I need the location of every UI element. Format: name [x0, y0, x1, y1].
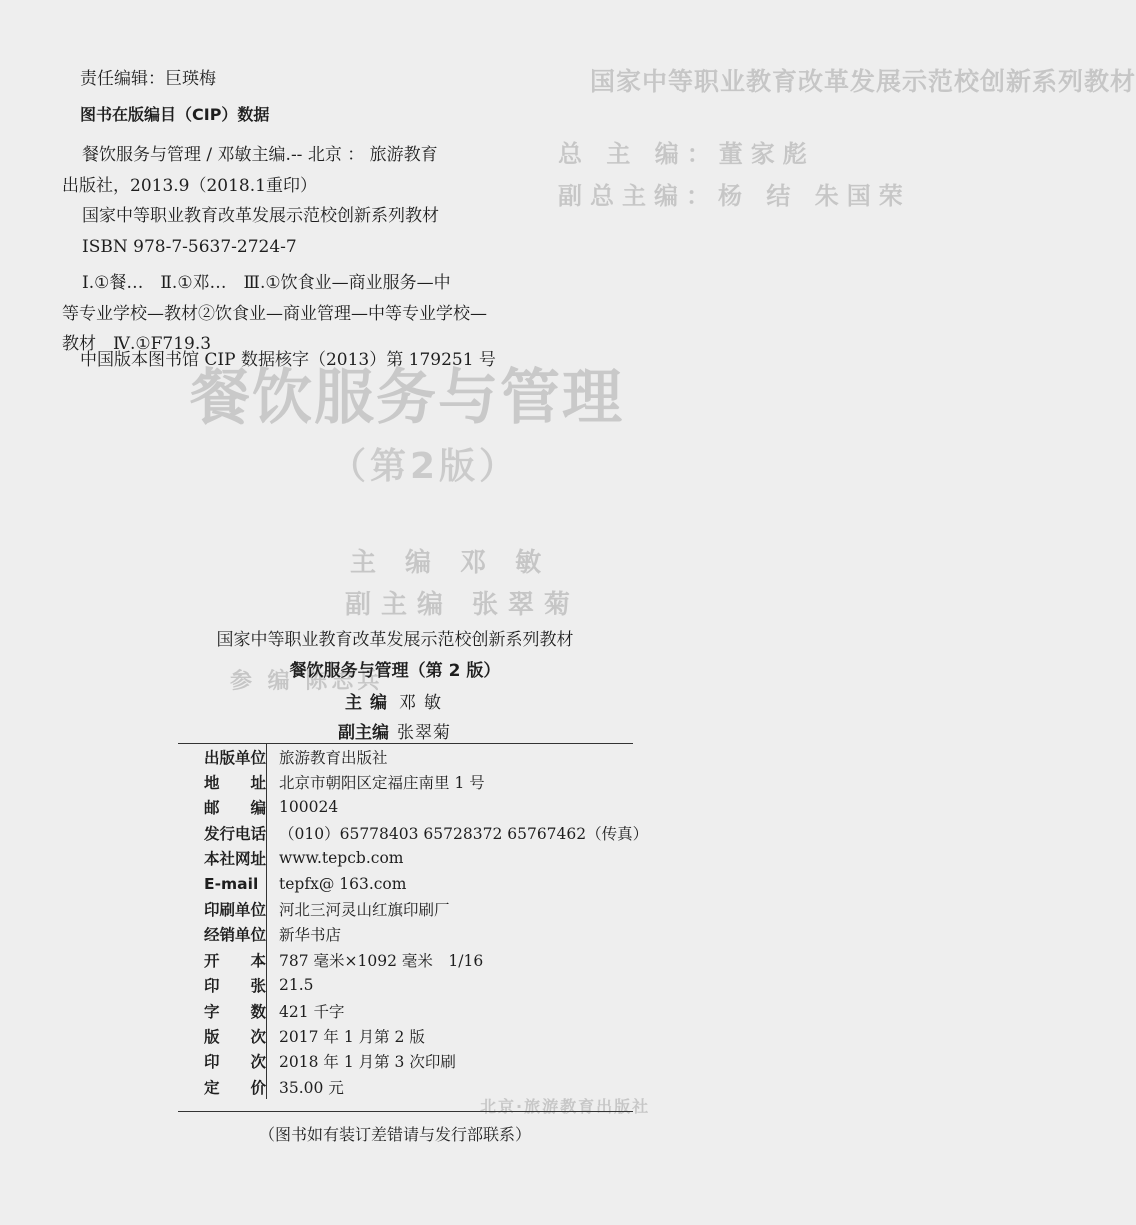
ghost-contributor-text: 参 编 陈志兵: [230, 669, 384, 694]
cip-body: [62, 140, 532, 360]
cip-line: 餐饮服务与管理 / 邓敏主编.-- 北京 ： 旅游教育: [82, 145, 438, 165]
table-row: [178, 1023, 648, 1048]
table-row: [178, 973, 648, 998]
ghost-chief-editor-text: 总 主 编：董家彪: [558, 140, 815, 168]
cip-heading: 图书在版编目（CIP）数据: [80, 105, 270, 124]
table-row-label: 开 本: [178, 947, 267, 972]
table-row-value: 2018 年 1 月第 3 次印刷: [279, 1053, 456, 1072]
table-row-value: （010）65778403 65728372 65767462（传真）: [279, 824, 649, 843]
cip-line: 等专业学校—教材②饮食业—商业管理—中等专业学校—: [62, 303, 487, 324]
table-row-value: 旅游教育出版社: [279, 748, 388, 767]
table-row: [178, 795, 648, 820]
ghost-editor-text: 主 编 邓 敏: [350, 548, 552, 578]
ghost-press-text: 北京·旅游教育出版社: [480, 1097, 651, 1116]
table-row-value: www.tepcb.com: [279, 849, 404, 868]
ghost-vice-editor-text: 副主编 张翠菊: [345, 590, 581, 620]
ghost-edition-text: （第2版）: [330, 446, 520, 487]
cip-number: 中国版本图书馆 CIP 数据核字（2013）第 179251 号: [80, 350, 496, 370]
book-title: 餐饮服务与管理（第 2 版）: [289, 661, 501, 681]
cip-line: 教材 Ⅳ.①F719.3: [62, 334, 212, 354]
table-row: [178, 947, 648, 972]
table-row-label: 本社网址: [178, 846, 267, 871]
chief-editor: [345, 688, 449, 713]
responsible-editor: 责任编辑：巨瑛梅: [80, 69, 216, 89]
table-row-label: 印 张: [178, 973, 267, 998]
table-row-value: 787 毫米×1092 毫米 1/16: [279, 951, 484, 970]
table-row-value: 35.00 元: [279, 1078, 344, 1097]
table-row: [178, 1049, 648, 1074]
table-row-label: 出版单位: [178, 744, 267, 769]
table-row: [178, 846, 648, 871]
table-row-value: 21.5: [279, 976, 314, 995]
table-row: [178, 820, 648, 845]
table-row-label: 经销单位: [178, 922, 267, 947]
table-row-label: 邮 编: [178, 795, 267, 820]
series-name: 国家中等职业教育改革发展示范校创新系列教材: [216, 630, 574, 650]
cip-line: 国家中等职业教育改革发展示范校创新系列教材: [82, 206, 439, 226]
table-row: [178, 998, 648, 1023]
table-row-value: 新华书店: [279, 926, 342, 945]
table-row-value: tepfx@ 163.com: [279, 874, 407, 893]
cip-isbn: ISBN 978-7-5637-2724-7: [82, 236, 297, 257]
table-row-label: 发行电话: [178, 820, 267, 845]
vice-editor: [338, 718, 451, 743]
table-row-value: 100024: [279, 798, 339, 817]
publication-info-table: [178, 744, 648, 1099]
vice-editor-name: 张翠菊: [397, 723, 451, 743]
table-row-value: 2017 年 1 月第 2 版: [279, 1027, 425, 1046]
table-row: [178, 1074, 648, 1099]
ghost-vice-chief-editor-text: 副总主编：杨 结 朱国荣: [558, 182, 911, 210]
table-bottom-rule: [178, 1111, 633, 1112]
table-row-value: 421 千字: [279, 1002, 345, 1021]
table-row-value: 河北三河灵山红旗印刷厂: [279, 901, 450, 920]
table-row: [178, 922, 648, 947]
chief-editor-label: 主编: [345, 693, 395, 713]
ghost-series-text: 国家中等职业教育改革发展示范校创新系列教材: [590, 67, 1136, 96]
table-row-label: 印 次: [178, 1049, 267, 1074]
chief-editor-name: 邓敏: [399, 693, 449, 713]
cip-classification: Ⅰ.①餐… Ⅱ.①邓… Ⅲ.①饮食业—商业服务—中: [82, 273, 451, 293]
table-row-value: 北京市朝阳区定福庄南里 1 号: [279, 774, 485, 793]
table-row: [178, 744, 648, 769]
table-row: [178, 896, 648, 921]
table-row-label: 定 价: [178, 1074, 267, 1099]
table-row-label: E-mail: [178, 871, 267, 896]
table-row-label: 印刷单位: [178, 896, 267, 921]
table-row: [178, 769, 648, 794]
table-row: [178, 871, 648, 896]
ghost-title-text: 餐饮服务与管理: [190, 363, 624, 433]
table-row-label: 地 址: [178, 769, 267, 794]
vice-editor-label: 副主编: [338, 723, 389, 743]
table-row-label: 版 次: [178, 1023, 267, 1048]
cip-line: 出版社，2013.9（2018.1重印）: [62, 175, 317, 196]
table-row-label: 字 数: [178, 998, 267, 1023]
binding-notice: （图书如有装订差错请与发行部联系）: [258, 1125, 531, 1144]
